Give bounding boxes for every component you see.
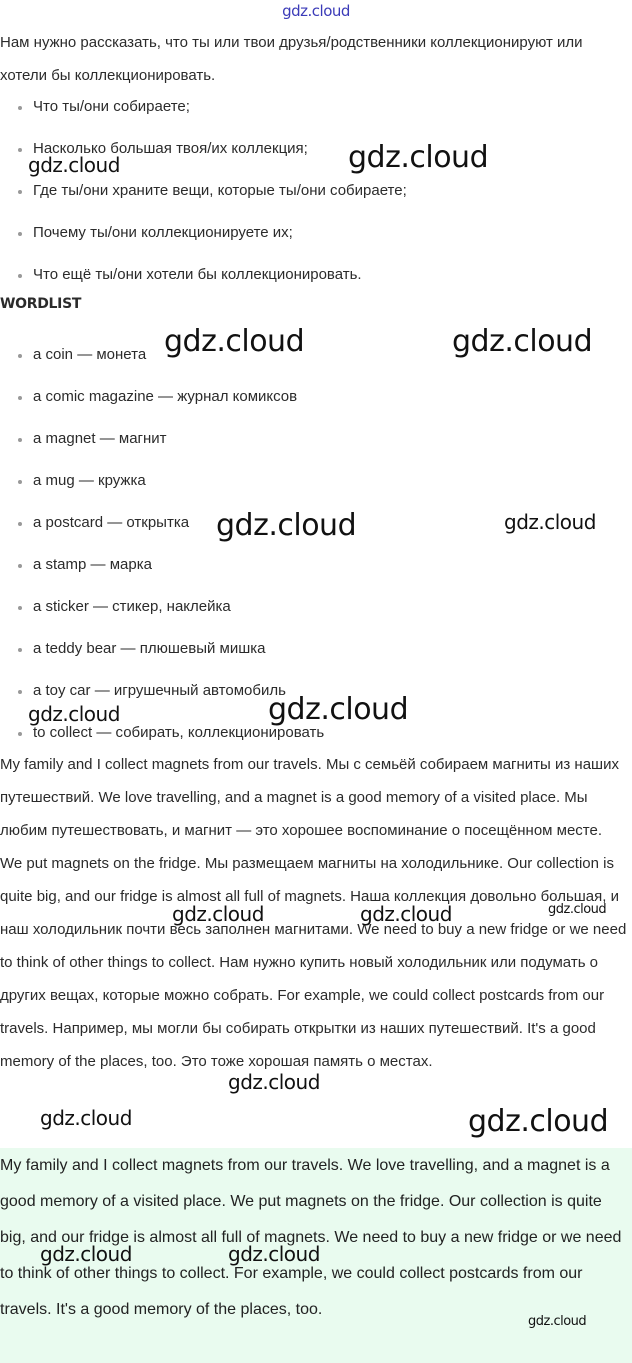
list-item: Что ещё ты/они хотели бы коллекционировать.: [0, 254, 632, 296]
list-item: a mug — кружка: [0, 460, 632, 502]
wordlist-heading: WORDLIST: [0, 296, 82, 312]
site-logo[interactable]: gdz.cloud: [282, 2, 350, 20]
list-item: to collect — собирать, коллекционировать: [0, 712, 632, 754]
list-item: Где ты/они храните вещи, которые ты/они собираете;: [0, 170, 632, 212]
watermark: gdz.cloud: [452, 324, 593, 359]
list-item: a toy car — игрушечный автомобиль: [0, 670, 632, 712]
watermark: gdz.cloud: [228, 1070, 320, 1094]
list-item: Насколько большая твоя/их коллекция;: [0, 128, 632, 170]
watermark: gdz.cloud: [548, 902, 607, 917]
list-item: a magnet — магнит: [0, 418, 632, 460]
watermark: gdz.cloud: [360, 902, 452, 926]
task-intro: Нам нужно рассказать, что ты или твои друзья/родственники коллекционируют или хотели бы коллекционировать.: [0, 34, 583, 84]
list-item: a coin — монета: [0, 334, 632, 376]
watermark: gdz.cloud: [468, 1104, 609, 1139]
watermark: gdz.cloud: [348, 140, 489, 175]
watermark: gdz.cloud: [164, 324, 305, 359]
list-item: a comic magazine — журнал комиксов: [0, 376, 632, 418]
list-item: Что ты/они собираете;: [0, 86, 632, 128]
watermark: gdz.cloud: [28, 702, 120, 726]
list-item: a sticker — стикер, наклейка: [0, 586, 632, 628]
watermark: gdz.cloud: [28, 153, 120, 177]
list-item: a teddy bear — плюшевый мишка: [0, 628, 632, 670]
watermark: gdz.cloud: [40, 1242, 132, 1266]
watermark: gdz.cloud: [40, 1106, 132, 1130]
watermark: gdz.cloud: [528, 1314, 587, 1329]
watermark: gdz.cloud: [172, 902, 264, 926]
list-item: Почему ты/они коллекционируете их;: [0, 212, 632, 254]
watermark: gdz.cloud: [504, 510, 596, 534]
story-with-translation: My family and I collect magnets from our travels. Мы с семьёй собираем магниты из наших путешествий. We love travelling, and a magnet is a good memory of a visited place. Мы любим путешествовать, и магнит — это хорошее воспоминание о посещённом месте. We put magnets on the fridge. Мы размещаем магниты на холодильнике. Our collection is quite big, and our fridge is almost all full of magnets. Наша коллекция довольно большая, и наш холодильник почти весь заполнен магнитами. We need to buy a new fridge or we need to think of other things to collect. Нам нужно купить новый холодильник или подумать о других вещах, которые можно собрать. For example, we could collect postcards from our travels. Например, мы могли бы собирать открытки из наших путешествий. It's a good memory of the places, too. Это тоже хорошая память о местах.: [0, 756, 627, 1070]
list-item: a stamp — марка: [0, 544, 632, 586]
list-item: a postcard — открытка: [0, 502, 632, 544]
watermark: gdz.cloud: [268, 692, 409, 727]
watermark: gdz.cloud: [228, 1242, 320, 1266]
answer-text: My family and I collect magnets from our travels. We love travelling, and a magnet is a good memory of a visited place. We put magnets on the fridge. Our collection is quite big, and our fridge is almost all full of magnets. We need to buy a new fridge or we need to think of other things to collect. For example, we could collect postcards from our travels. It's a good memory of the places, too.: [0, 1157, 622, 1318]
watermark: gdz.cloud: [216, 508, 357, 543]
question-list: [0, 86, 632, 296]
wordlist: [0, 334, 632, 754]
